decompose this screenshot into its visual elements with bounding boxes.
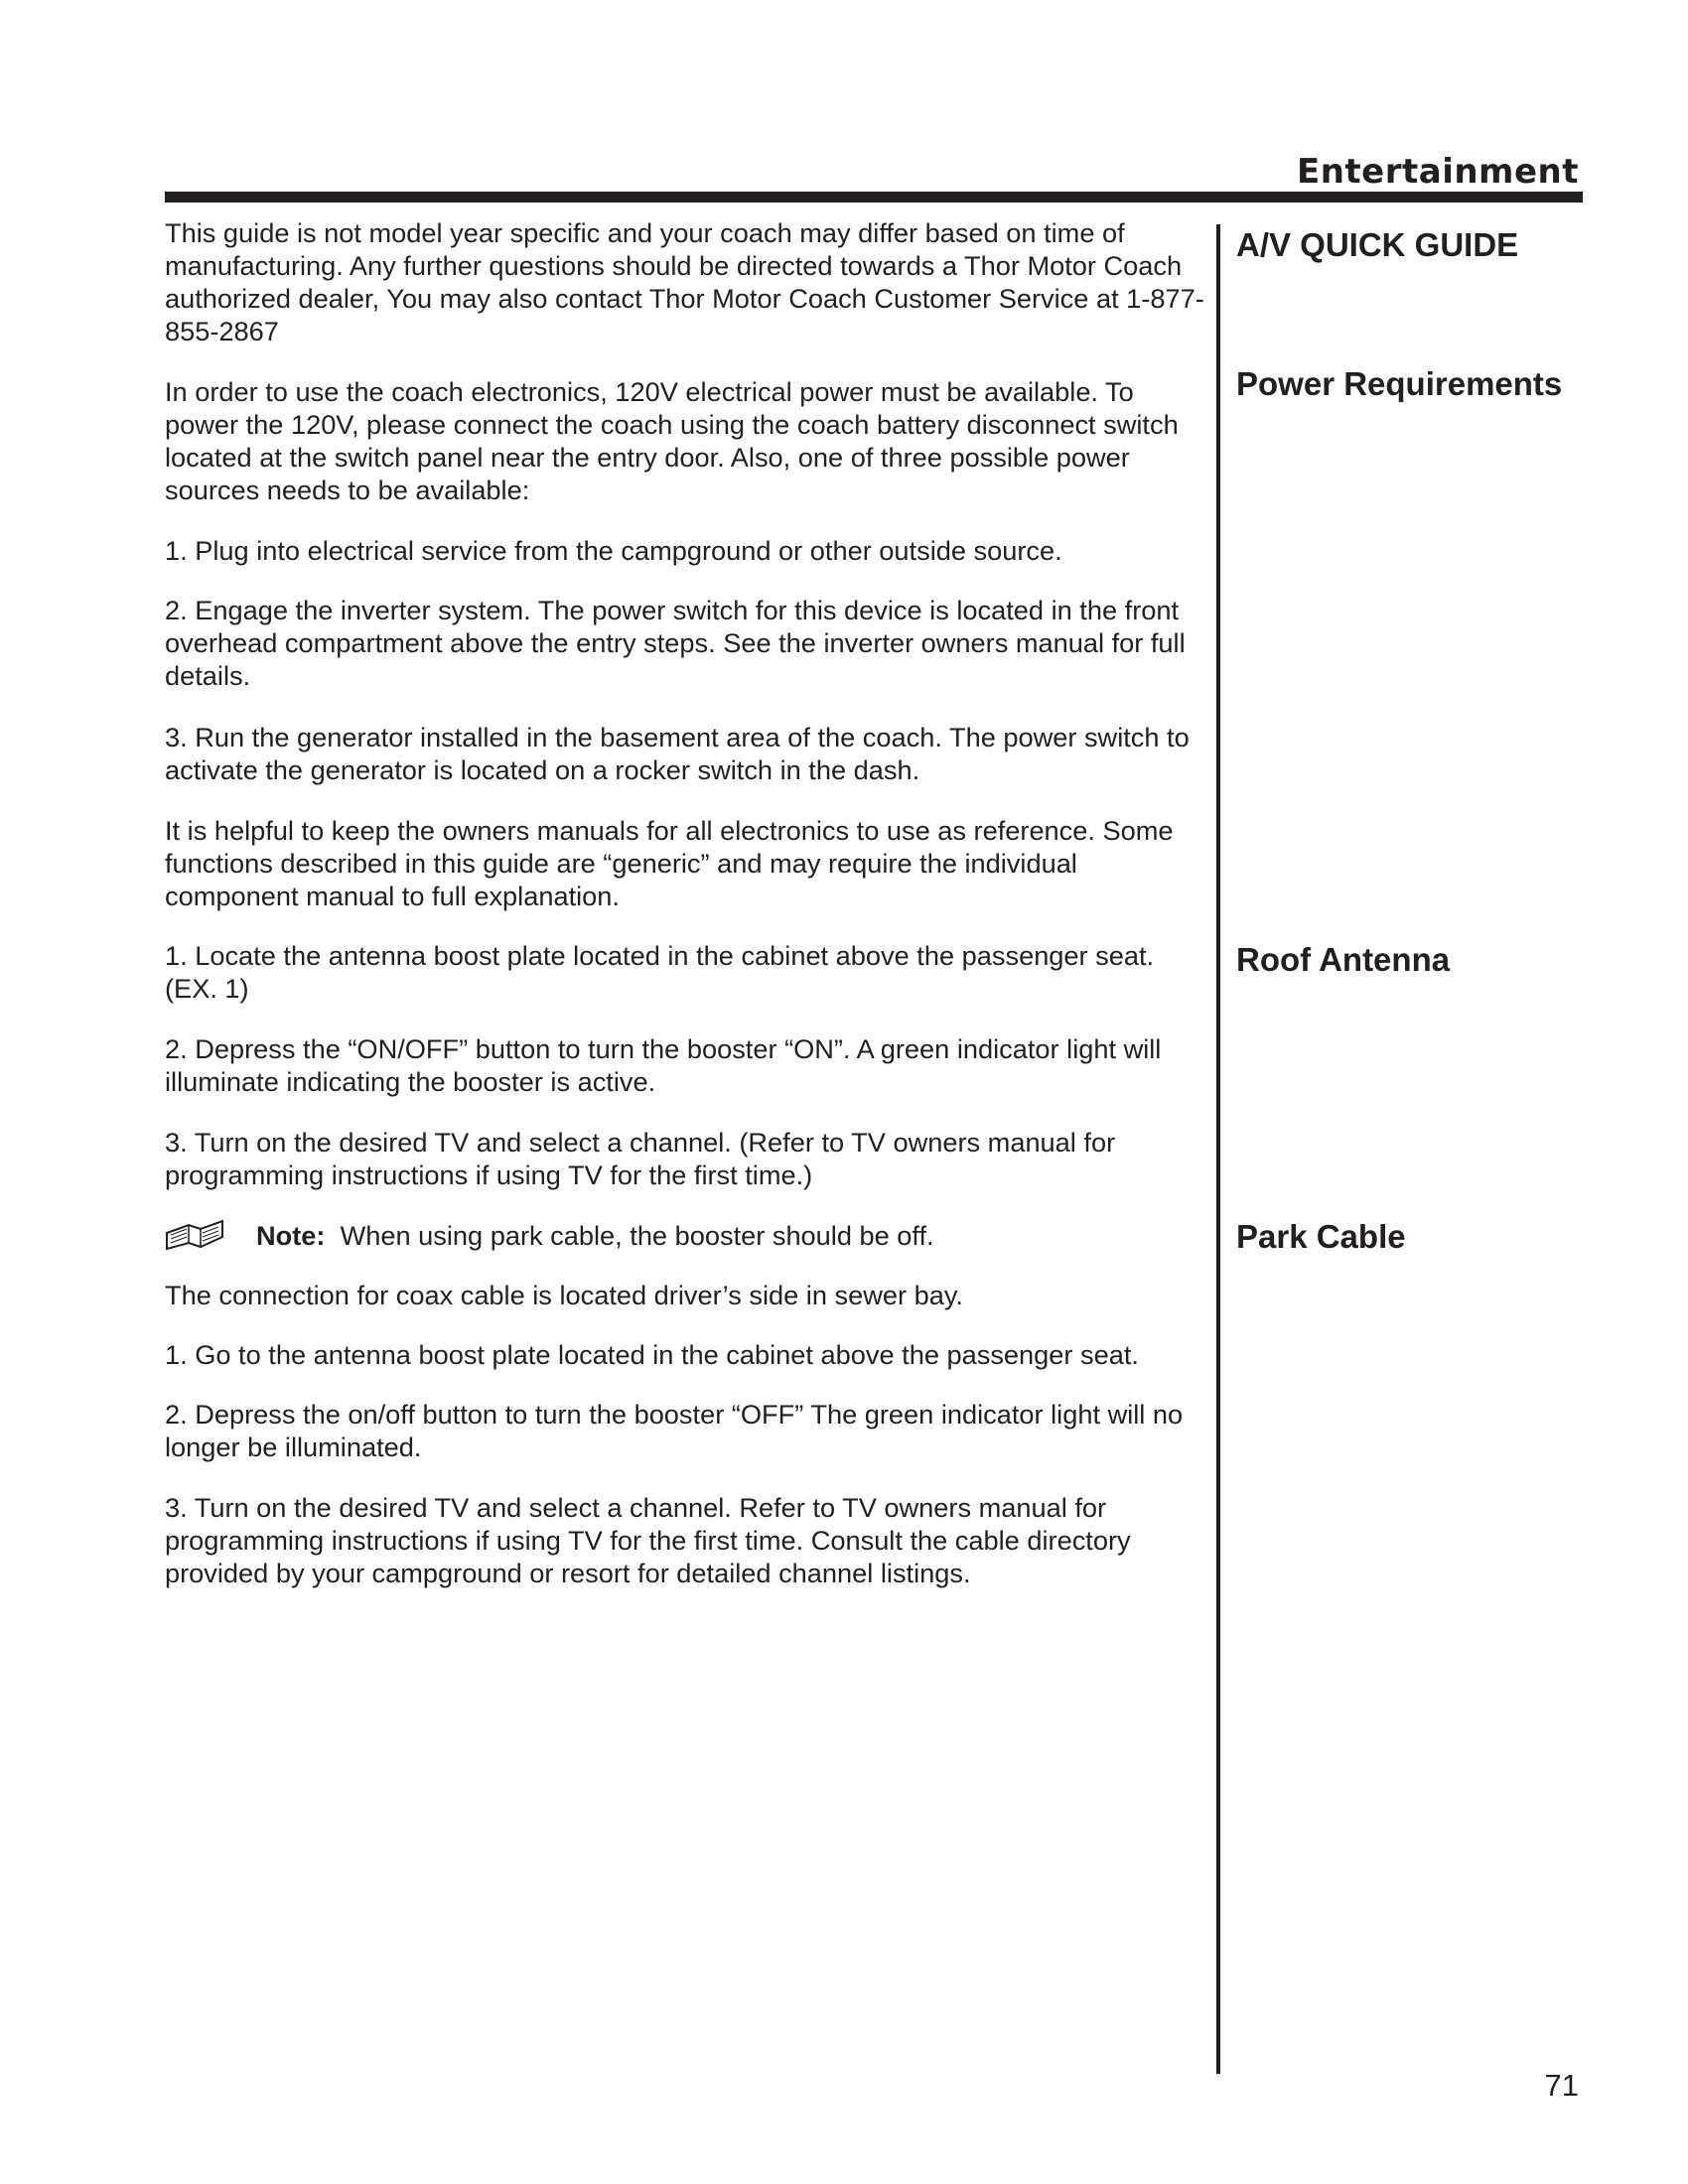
- note-text: When using park cable, the booster should be off.: [340, 1220, 934, 1251]
- note-line: [256, 1219, 1209, 1252]
- note-label: Note:: [256, 1220, 326, 1251]
- cable-step-2: 2. Depress the on/off button to turn the booster “OFF” The green indicator light will no longer be illuminated.: [165, 1399, 1184, 1462]
- section-title: Entertainment: [1296, 152, 1579, 192]
- sidebar-heading-roof-antenna: Roof Antenna: [1236, 941, 1451, 978]
- power-step-3: 3. Run the generator installed in the basement area of the coach. The power switch to activate the generator is located on a rocker switch in the dash.: [165, 722, 1190, 785]
- sidebar-heading-park-cable: Park Cable: [1236, 1218, 1406, 1255]
- power-step-1: 1. Plug into electrical service from the campground or other outside source.: [165, 535, 1062, 566]
- manuals-paragraph: It is helpful to keep the owners manuals for all electronics to use as reference. Some functions described in this guide are “generic” and may require the individual component manual to full explanation.: [165, 815, 1174, 911]
- intro-paragraph: This guide is not model year specific and your coach may differ based on time of manufacturing. Any further questions should be directed towards a Thor Motor Coach authorized dealer, You may also contact Thor Motor Coach Customer Service at 1-877-855-2867: [165, 217, 1204, 346]
- antenna-step-1: 1. Locate the antenna boost plate located in the cabinet above the passenger seat. (EX. 1): [165, 940, 1155, 1004]
- coax-location: The connection for coax cable is located driver’s side in sewer bay.: [165, 1280, 963, 1310]
- column-divider: [1216, 224, 1220, 2074]
- sidebar-heading-power-requirements: Power Requirements: [1236, 365, 1563, 402]
- cable-step-1: 1. Go to the antenna boost plate located in the cabinet above the passenger seat.: [165, 1339, 1139, 1370]
- antenna-step-2: 2. Depress the “ON/OFF” button to turn the booster “ON”. A green indicator light will illuminate indicating the booster is active.: [165, 1033, 1162, 1097]
- power-step-2: 2. Engage the inverter system. The power switch for this device is located in the front overhead compartment above the entry steps. See the inverter owners manual for full details.: [165, 595, 1186, 691]
- page-number: 71: [1544, 2068, 1579, 2103]
- power-paragraph: In order to use the coach electronics, 120V electrical power must be available. To power the 120V, please connect the coach using the coach battery disconnect switch located at the switch panel near the entry door. Also, one of three possible power sources needs to be available:: [165, 376, 1179, 505]
- open-book-icon: [165, 1217, 224, 1253]
- header-rule: [165, 192, 1583, 203]
- antenna-step-3: 3. Turn on the desired TV and select a channel. (Refer to TV owners manual for programming instructions if using TV for the first time.): [165, 1127, 1116, 1190]
- cable-step-3: 3. Turn on the desired TV and select a channel. Refer to TV owners manual for programming instructions if using TV for the first time. Consult the cable directory provided by your campground or resort for detailed channel listings.: [165, 1492, 1131, 1588]
- sidebar-heading-av-quick-guide: A/V QUICK GUIDE: [1236, 226, 1519, 263]
